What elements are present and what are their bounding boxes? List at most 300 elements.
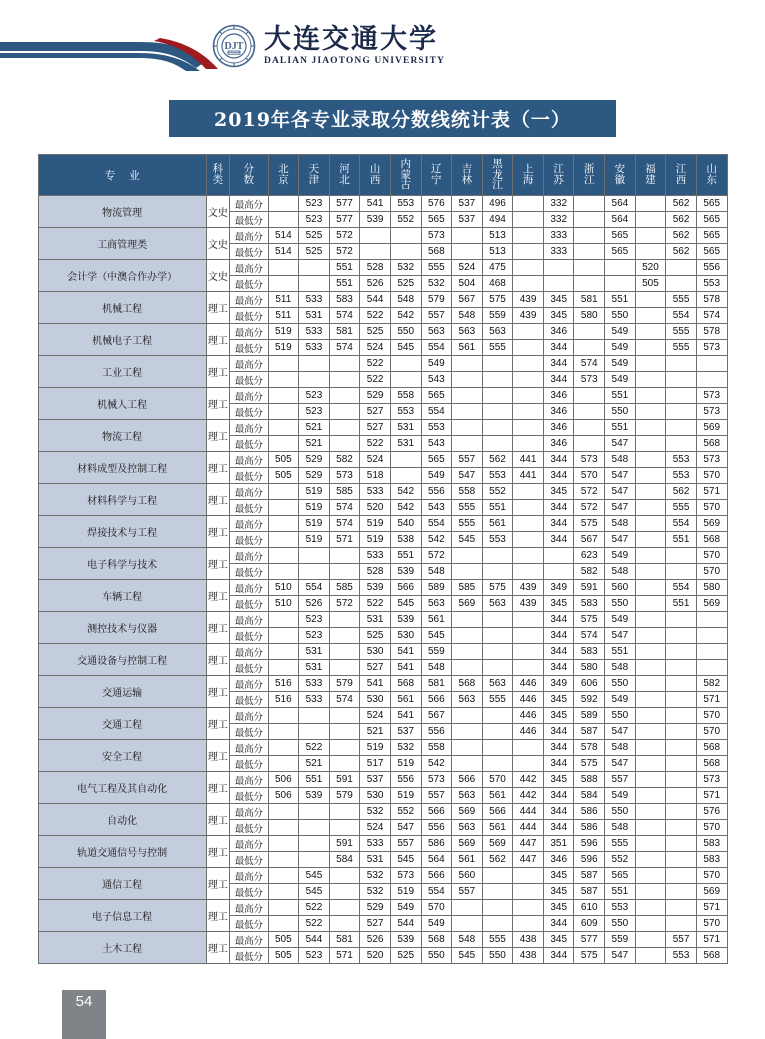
subject-category-cell: 理工 <box>206 836 229 868</box>
major-name-cell: 焊接技术与工程 <box>38 516 206 548</box>
score-cell: 573 <box>696 404 727 420</box>
score-cell <box>635 356 666 372</box>
score-cell <box>482 660 513 676</box>
score-cell <box>268 484 299 500</box>
score-cell: 579 <box>329 676 360 692</box>
score-cell: 441 <box>513 468 544 484</box>
score-cell: 444 <box>513 820 544 836</box>
score-cell: 555 <box>452 500 483 516</box>
score-cell <box>482 756 513 772</box>
subject-category-cell: 理工 <box>206 548 229 580</box>
score-cell: 531 <box>299 644 330 660</box>
score-cell <box>513 420 544 436</box>
score-cell: 345 <box>543 884 574 900</box>
score-cell <box>482 404 513 420</box>
score-cell: 555 <box>421 260 452 276</box>
score-type-min: 最低分 <box>230 756 269 772</box>
score-cell: 559 <box>605 932 636 948</box>
score-cell <box>666 660 697 676</box>
score-cell: 543 <box>421 500 452 516</box>
score-cell: 525 <box>390 948 421 964</box>
major-name-cell: 通信工程 <box>38 868 206 900</box>
score-cell <box>390 356 421 372</box>
score-cell: 566 <box>421 804 452 820</box>
subject-category-cell: 理工 <box>206 804 229 836</box>
table-row <box>38 260 727 276</box>
score-cell: 551 <box>605 292 636 308</box>
score-cell: 345 <box>543 868 574 884</box>
score-cell <box>635 484 666 500</box>
score-cell <box>482 548 513 564</box>
score-cell <box>635 292 666 308</box>
major-name-cell: 交通工程 <box>38 708 206 740</box>
score-cell: 539 <box>390 564 421 580</box>
score-cell: 553 <box>482 532 513 548</box>
score-cell <box>299 260 330 276</box>
score-cell <box>513 212 544 228</box>
score-type-min: 最低分 <box>230 724 269 740</box>
score-cell <box>268 500 299 516</box>
score-cell <box>452 356 483 372</box>
column-header-province-1: 天 津 <box>299 155 330 196</box>
score-cell <box>574 244 605 260</box>
score-cell <box>666 356 697 372</box>
score-cell: 553 <box>390 404 421 420</box>
score-cell: 563 <box>482 596 513 612</box>
score-cell: 573 <box>574 452 605 468</box>
score-cell <box>635 580 666 596</box>
score-cell: 570 <box>696 820 727 836</box>
score-cell: 545 <box>452 532 483 548</box>
score-type-min: 最低分 <box>230 532 269 548</box>
score-cell: 568 <box>390 676 421 692</box>
score-cell: 568 <box>421 244 452 260</box>
score-cell: 563 <box>482 676 513 692</box>
score-cell <box>605 260 636 276</box>
score-cell: 505 <box>268 452 299 468</box>
table-row <box>38 452 727 468</box>
score-cell <box>635 340 666 356</box>
score-cell: 529 <box>360 900 391 916</box>
score-type-min: 最低分 <box>230 212 269 228</box>
score-cell: 522 <box>299 900 330 916</box>
score-cell: 344 <box>543 452 574 468</box>
score-cell: 585 <box>329 580 360 596</box>
score-cell: 547 <box>605 948 636 964</box>
score-cell: 521 <box>299 436 330 452</box>
score-cell <box>635 612 666 628</box>
score-cell: 524 <box>452 260 483 276</box>
score-type-min: 最低分 <box>230 244 269 260</box>
score-cell: 569 <box>696 884 727 900</box>
score-cell: 570 <box>696 916 727 932</box>
score-cell: 556 <box>421 724 452 740</box>
score-type-min: 最低分 <box>230 564 269 580</box>
score-cell <box>666 260 697 276</box>
score-cell: 526 <box>360 932 391 948</box>
score-cell <box>666 916 697 932</box>
score-cell: 549 <box>605 372 636 388</box>
table-row <box>38 836 727 852</box>
score-cell: 555 <box>666 292 697 308</box>
major-name-cell: 物流工程 <box>38 420 206 452</box>
score-cell <box>299 820 330 836</box>
page-footer <box>62 990 106 1039</box>
score-cell <box>299 276 330 292</box>
score-cell: 585 <box>329 484 360 500</box>
score-cell: 569 <box>696 596 727 612</box>
major-name-cell: 机械电子工程 <box>38 324 206 356</box>
score-cell: 513 <box>482 244 513 260</box>
score-cell: 333 <box>543 244 574 260</box>
score-cell: 525 <box>360 628 391 644</box>
score-cell <box>666 788 697 804</box>
score-cell: 530 <box>390 628 421 644</box>
score-cell: 562 <box>666 228 697 244</box>
score-cell <box>543 548 574 564</box>
score-cell: 572 <box>574 484 605 500</box>
score-cell <box>268 628 299 644</box>
score-cell: 446 <box>513 724 544 740</box>
score-cell: 520 <box>360 948 391 964</box>
score-cell: 344 <box>543 612 574 628</box>
score-cell <box>452 612 483 628</box>
score-cell: 505 <box>635 276 666 292</box>
score-cell <box>329 548 360 564</box>
score-cell: 586 <box>421 836 452 852</box>
score-cell <box>666 420 697 436</box>
score-cell: 542 <box>390 500 421 516</box>
score-cell <box>390 244 421 260</box>
score-cell: 344 <box>543 516 574 532</box>
major-name-cell: 机械工程 <box>38 292 206 324</box>
score-cell: 585 <box>452 580 483 596</box>
score-cell <box>329 420 360 436</box>
score-cell <box>635 772 666 788</box>
score-type-min: 最低分 <box>230 276 269 292</box>
score-cell <box>513 404 544 420</box>
score-cell <box>513 372 544 388</box>
score-cell <box>635 708 666 724</box>
score-type-min: 最低分 <box>230 884 269 900</box>
score-cell <box>513 644 544 660</box>
score-cell: 523 <box>299 404 330 420</box>
score-cell: 344 <box>543 500 574 516</box>
score-type-min: 最低分 <box>230 628 269 644</box>
score-cell: 439 <box>513 596 544 612</box>
score-cell <box>329 804 360 820</box>
score-cell <box>452 660 483 676</box>
score-type-max: 最高分 <box>230 708 269 724</box>
score-cell: 344 <box>543 756 574 772</box>
table-header-row <box>38 155 727 196</box>
score-cell: 588 <box>574 772 605 788</box>
score-type-min: 最低分 <box>230 468 269 484</box>
score-cell: 344 <box>543 660 574 676</box>
score-cell: 581 <box>329 932 360 948</box>
score-cell <box>635 884 666 900</box>
score-cell: 553 <box>696 276 727 292</box>
score-cell <box>513 260 544 276</box>
score-cell <box>329 756 360 772</box>
score-type-max: 最高分 <box>230 740 269 756</box>
score-cell <box>666 884 697 900</box>
score-type-max: 最高分 <box>230 228 269 244</box>
score-cell <box>696 612 727 628</box>
score-cell: 555 <box>452 516 483 532</box>
score-cell <box>666 372 697 388</box>
score-cell: 561 <box>482 820 513 836</box>
score-cell: 568 <box>696 756 727 772</box>
score-cell <box>452 388 483 404</box>
score-type-min: 最低分 <box>230 500 269 516</box>
score-cell: 446 <box>513 708 544 724</box>
score-cell: 523 <box>299 628 330 644</box>
table-row <box>38 388 727 404</box>
score-cell: 541 <box>390 708 421 724</box>
score-cell: 531 <box>299 660 330 676</box>
score-cell: 542 <box>390 308 421 324</box>
score-cell: 583 <box>574 644 605 660</box>
score-cell <box>482 740 513 756</box>
score-cell <box>666 708 697 724</box>
score-cell: 583 <box>574 596 605 612</box>
score-cell: 442 <box>513 772 544 788</box>
score-cell <box>696 372 727 388</box>
subject-category-cell: 理工 <box>206 292 229 324</box>
score-cell: 344 <box>543 372 574 388</box>
score-cell: 570 <box>696 564 727 580</box>
score-cell <box>513 756 544 772</box>
score-cell: 530 <box>360 788 391 804</box>
score-cell <box>452 756 483 772</box>
score-cell <box>482 644 513 660</box>
score-cell: 565 <box>605 228 636 244</box>
subject-category-cell: 理工 <box>206 324 229 356</box>
score-cell: 549 <box>605 788 636 804</box>
major-name-cell: 材料科学与工程 <box>38 484 206 516</box>
score-cell: 332 <box>543 212 574 228</box>
score-cell: 522 <box>299 740 330 756</box>
score-cell: 549 <box>605 356 636 372</box>
score-cell: 519 <box>390 756 421 772</box>
score-cell: 575 <box>482 580 513 596</box>
score-type-max: 最高分 <box>230 932 269 948</box>
score-cell <box>268 260 299 276</box>
score-cell: 520 <box>635 260 666 276</box>
score-cell <box>574 212 605 228</box>
score-cell: 572 <box>329 244 360 260</box>
score-cell <box>666 740 697 756</box>
score-cell <box>513 324 544 340</box>
major-name-cell: 车辆工程 <box>38 580 206 612</box>
score-cell: 552 <box>390 212 421 228</box>
score-cell: 344 <box>543 788 574 804</box>
score-cell: 560 <box>452 868 483 884</box>
score-cell: 439 <box>513 580 544 596</box>
score-cell <box>574 420 605 436</box>
score-cell: 525 <box>299 228 330 244</box>
score-cell: 526 <box>360 276 391 292</box>
score-cell: 439 <box>513 292 544 308</box>
score-cell: 496 <box>482 196 513 212</box>
score-cell: 519 <box>299 500 330 516</box>
score-cell: 551 <box>390 548 421 564</box>
score-cell <box>452 708 483 724</box>
score-cell: 573 <box>421 228 452 244</box>
score-cell: 349 <box>543 580 574 596</box>
score-cell: 511 <box>268 292 299 308</box>
subject-category-cell: 理工 <box>206 580 229 612</box>
score-cell <box>329 900 360 916</box>
score-cell: 569 <box>482 836 513 852</box>
score-cell <box>268 356 299 372</box>
score-cell: 576 <box>421 196 452 212</box>
score-cell: 442 <box>513 788 544 804</box>
score-cell <box>605 276 636 292</box>
table-row <box>38 292 727 308</box>
score-cell <box>452 628 483 644</box>
score-cell: 580 <box>696 580 727 596</box>
score-cell: 551 <box>605 420 636 436</box>
score-cell: 562 <box>666 212 697 228</box>
score-type-max: 最高分 <box>230 804 269 820</box>
score-cell: 562 <box>482 852 513 868</box>
major-name-cell: 电子信息工程 <box>38 900 206 932</box>
score-cell: 578 <box>574 740 605 756</box>
score-cell: 575 <box>482 292 513 308</box>
score-cell: 575 <box>574 756 605 772</box>
score-cell: 522 <box>360 356 391 372</box>
score-cell: 538 <box>390 532 421 548</box>
score-cell: 551 <box>666 596 697 612</box>
score-cell <box>574 340 605 356</box>
score-cell: 543 <box>421 372 452 388</box>
score-cell <box>268 644 299 660</box>
table-row <box>38 580 727 596</box>
score-cell <box>268 388 299 404</box>
score-cell: 565 <box>421 212 452 228</box>
score-cell <box>452 244 483 260</box>
score-cell: 583 <box>696 852 727 868</box>
score-cell: 441 <box>513 452 544 468</box>
score-cell: 537 <box>452 196 483 212</box>
table-row <box>38 516 727 532</box>
subject-category-cell: 理工 <box>206 644 229 676</box>
score-cell: 523 <box>299 196 330 212</box>
score-cell: 570 <box>574 468 605 484</box>
score-cell: 563 <box>452 692 483 708</box>
score-cell <box>513 532 544 548</box>
score-cell: 571 <box>696 484 727 500</box>
score-cell <box>635 660 666 676</box>
column-header-province-7: 黑 龙 江 <box>482 155 513 196</box>
score-cell: 524 <box>360 708 391 724</box>
score-cell: 553 <box>666 452 697 468</box>
score-cell <box>666 820 697 836</box>
score-cell: 519 <box>390 884 421 900</box>
score-cell: 344 <box>543 948 574 964</box>
score-type-min: 最低分 <box>230 596 269 612</box>
score-cell <box>513 340 544 356</box>
score-cell: 568 <box>452 676 483 692</box>
score-cell: 574 <box>329 340 360 356</box>
score-cell: 549 <box>390 900 421 916</box>
column-header-province-9: 江 苏 <box>543 155 574 196</box>
score-cell <box>299 564 330 580</box>
subject-category-cell: 理工 <box>206 356 229 388</box>
score-cell: 550 <box>605 308 636 324</box>
score-cell <box>666 548 697 564</box>
subject-category-cell: 理工 <box>206 868 229 900</box>
score-type-min: 最低分 <box>230 916 269 932</box>
score-cell <box>574 324 605 340</box>
score-type-max: 最高分 <box>230 484 269 500</box>
score-cell: 344 <box>543 628 574 644</box>
score-cell <box>635 740 666 756</box>
score-type-max: 最高分 <box>230 260 269 276</box>
score-cell <box>482 356 513 372</box>
score-cell <box>696 644 727 660</box>
major-name-cell: 测控技术与仪器 <box>38 612 206 644</box>
score-cell: 528 <box>360 260 391 276</box>
score-cell: 548 <box>605 820 636 836</box>
score-cell: 554 <box>666 308 697 324</box>
score-cell <box>635 692 666 708</box>
score-cell: 553 <box>605 900 636 916</box>
score-cell <box>513 244 544 260</box>
score-cell: 544 <box>360 292 391 308</box>
score-cell: 565 <box>421 388 452 404</box>
score-cell: 531 <box>360 852 391 868</box>
score-cell: 346 <box>543 404 574 420</box>
score-cell <box>482 436 513 452</box>
score-cell <box>666 900 697 916</box>
score-cell <box>299 836 330 852</box>
score-cell <box>329 612 360 628</box>
score-cell: 557 <box>421 308 452 324</box>
swoosh-graphic <box>0 28 235 73</box>
score-cell <box>666 612 697 628</box>
score-type-max: 最高分 <box>230 356 269 372</box>
score-cell <box>513 484 544 500</box>
score-cell: 548 <box>605 660 636 676</box>
score-cell <box>329 404 360 420</box>
score-cell: 549 <box>605 340 636 356</box>
score-cell: 533 <box>299 676 330 692</box>
score-cell <box>329 708 360 724</box>
column-header-province-6: 吉 林 <box>452 155 483 196</box>
score-cell <box>635 788 666 804</box>
table-row <box>38 356 727 372</box>
score-cell <box>696 356 727 372</box>
score-cell: 345 <box>543 484 574 500</box>
score-cell: 574 <box>329 692 360 708</box>
score-cell: 596 <box>574 836 605 852</box>
score-cell: 574 <box>329 308 360 324</box>
score-cell: 573 <box>329 468 360 484</box>
score-cell <box>513 868 544 884</box>
score-cell: 580 <box>574 308 605 324</box>
score-cell: 526 <box>299 596 330 612</box>
score-cell <box>452 564 483 580</box>
score-cell <box>268 836 299 852</box>
table-row <box>38 772 727 788</box>
score-cell <box>390 452 421 468</box>
score-cell <box>268 612 299 628</box>
university-name-en: DALIAN JIAOTONG UNIVERSITY <box>264 55 445 66</box>
score-cell: 532 <box>390 260 421 276</box>
